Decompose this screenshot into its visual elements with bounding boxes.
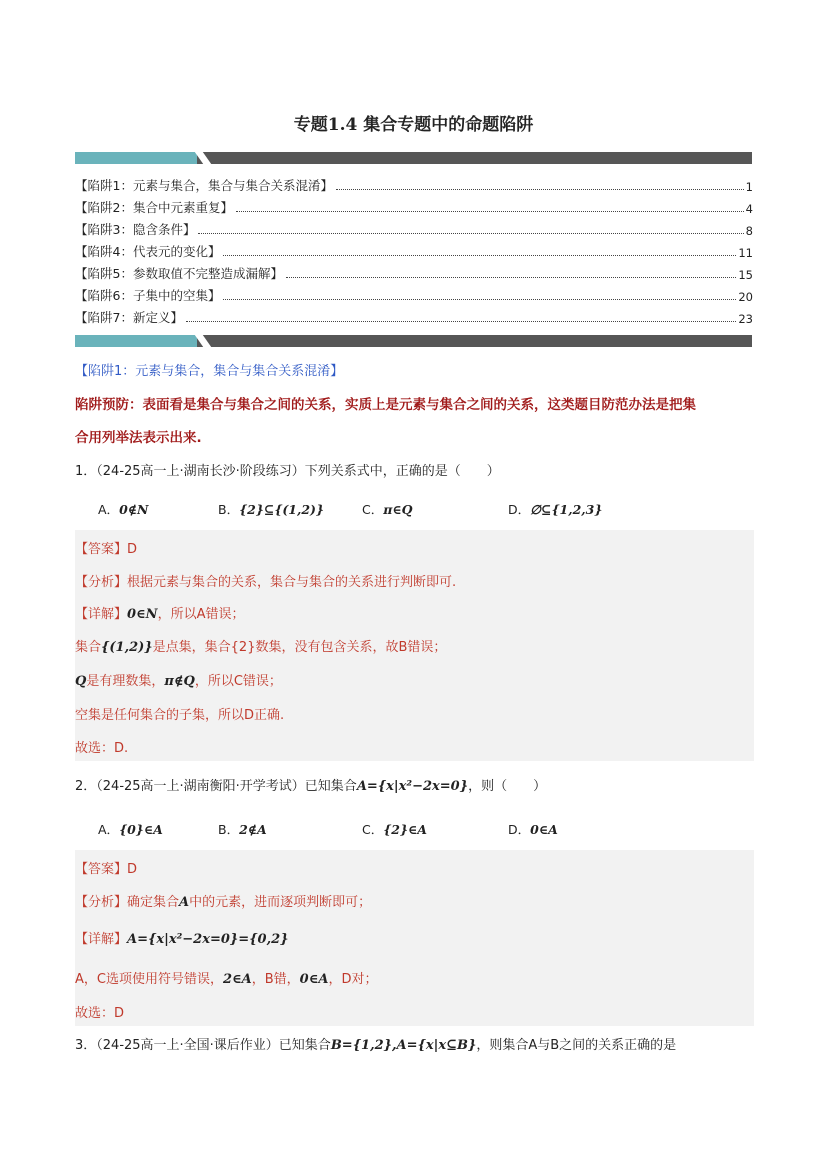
option-label: C． [362,502,384,517]
stem-text: 3．（24-25高一上·全国·课后作业）已知集合 [75,1038,331,1053]
toc-item-page: 1 [745,180,753,194]
detail-text: ，D对； [328,972,378,987]
detail-text: 是有理数集， [86,674,165,689]
toc-item-page: 4 [745,202,753,216]
question-1-stem: 1．（24-25高一上·湖南长沙·阶段练习）下列关系式中，正确的是（ ） [75,464,500,479]
option-label: D． [508,822,531,837]
question-3-stem [75,1034,676,1053]
analysis-text: 中的元素，进而逐项判断即可； [189,895,372,910]
stem-text: ，则集合A与B之间的关系正确的是 [476,1038,677,1053]
q2-detail-2 [75,968,377,987]
question-2-stem [75,775,546,794]
q2-analysis [75,891,371,910]
detail-expr: π∉Q [164,674,195,689]
toc-item[interactable] [75,220,753,238]
option-expr: π∈Q [383,502,413,517]
option-label: C． [362,822,384,837]
detail-tag: 【详解】 [75,932,128,947]
toc-item-page: 23 [738,312,753,326]
detail-expr: 0∈A [299,972,329,987]
analysis-tag: 【分析】 [75,895,128,910]
q2-option-a[interactable] [98,820,163,838]
divider-accent [75,152,197,164]
option-expr: {2}∈A [383,822,427,837]
option-label: B． [218,822,240,837]
toc-item-label: 【陷阱1：元素与集合，集合与集合关系混淆】 [75,178,333,193]
option-expr: 0∉N [119,502,149,517]
detail-text: 是点集，集合{2}数集，没有包含关系，故B错误； [152,640,447,655]
detail-text: 集合 [75,640,102,655]
q1-detail-3 [75,670,282,689]
top-divider-bar [75,152,752,164]
q1-answer [75,538,137,557]
bottom-divider-bar [75,335,752,347]
q1-option-c[interactable] [362,500,413,518]
detail-expr: 2∈A [222,972,252,987]
toc-item-label: 【陷阱4：代表元的变化】 [75,244,221,259]
answer-value: D [127,542,138,557]
analysis-expr: A [179,895,190,910]
option-label: B． [218,502,240,517]
q1-detail-1 [75,603,244,622]
q2-answer [75,858,137,877]
q2-option-c[interactable] [362,820,427,838]
toc-leader [286,277,736,278]
option-expr: ∅⊆{1,2,3} [530,502,603,517]
q1-option-a[interactable] [98,500,148,518]
toc-item[interactable] [75,198,753,216]
option-expr: {2}⊆{(1,2)} [239,502,324,517]
option-label: D． [508,502,531,517]
toc-leader [223,299,736,300]
q1-choose: 故选：D. [75,741,129,756]
stem-text: 2．（24-25高一上·湖南衡阳·开学考试）已知集合 [75,779,357,794]
toc-item[interactable] [75,286,753,304]
toc-item-label: 【陷阱2：集合中元素重复】 [75,200,233,215]
toc-item[interactable] [75,176,753,194]
detail-expr: {(1,2)} [101,640,153,655]
toc-item[interactable] [75,242,753,260]
detail-expr: Q [75,674,87,689]
q2-option-b[interactable] [218,820,267,838]
detail-expr: A={x|x²−2x=0}={0,2} [127,932,289,947]
answer-tag: 【答案】 [75,542,128,557]
q2-option-d[interactable] [508,820,558,838]
q1-option-d[interactable] [508,500,602,518]
toc-item-page: 20 [738,290,753,304]
section-heading: 【陷阱1：元素与集合，集合与集合关系混淆】 [75,364,344,379]
toc-leader [336,189,744,190]
analysis-text: 根据元素与集合的关系，集合与集合的关系进行判断即可. [127,575,457,590]
stem-expr: B={1,2},A={x|x⊆B} [330,1038,477,1053]
toc-item[interactable] [75,308,753,326]
toc-leader [223,255,736,256]
toc-item-page: 15 [738,268,753,282]
detail-text: A，C选项使用符号错误， [75,972,223,987]
divider-accent [75,335,197,347]
q1-option-b[interactable] [218,500,324,518]
option-expr: 0∈A [530,822,558,837]
q1-analysis [75,571,456,590]
toc-leader [186,321,736,322]
detail-expr: 0∈N [127,607,158,622]
q1-detail-4: 空集是任何集合的子集，所以D正确. [75,708,285,723]
toc-item-label: 【陷阱3：隐含条件】 [75,222,196,237]
toc-item-label: 【陷阱6：子集中的空集】 [75,288,221,303]
detail-tag: 【详解】 [75,607,128,622]
option-expr: {0}∈A [119,822,163,837]
option-expr: 2∉A [239,822,267,837]
toc-item[interactable] [75,264,753,282]
stem-expr: A={x|x²−2x=0} [356,779,469,794]
q2-choose: 故选：D [75,1006,125,1021]
toc-leader [236,211,744,212]
detail-text: ，所以A错误； [157,607,245,622]
answer-tag: 【答案】 [75,862,128,877]
analysis-text: 确定集合 [127,895,180,910]
detail-text: ，所以C错误； [194,674,282,689]
detail-text: ，B错， [251,972,300,987]
option-label: A． [98,822,120,837]
toc-item-label: 【陷阱5：参数取值不完整造成漏解】 [75,266,283,281]
prevention-line-2: 合用列举法表示出来. [75,430,202,446]
analysis-tag: 【分析】 [75,575,128,590]
q2-detail-1 [75,928,289,947]
page-title: 专题1.4 集合专题中的命题陷阱 [293,115,534,135]
q1-detail-2 [75,636,446,655]
toc-item-page: 11 [738,246,753,260]
stem-text: ，则（ ） [468,779,547,794]
toc-leader [198,233,743,234]
option-label: A． [98,502,120,517]
prevention-line-1: 陷阱预防：表面看是集合与集合之间的关系，实质上是元素与集合之间的关系，这类题目防范办法是把集 [75,397,696,413]
toc-item-page: 8 [745,224,753,238]
answer-value: D [127,862,138,877]
toc-item-label: 【陷阱7：新定义】 [75,310,183,325]
